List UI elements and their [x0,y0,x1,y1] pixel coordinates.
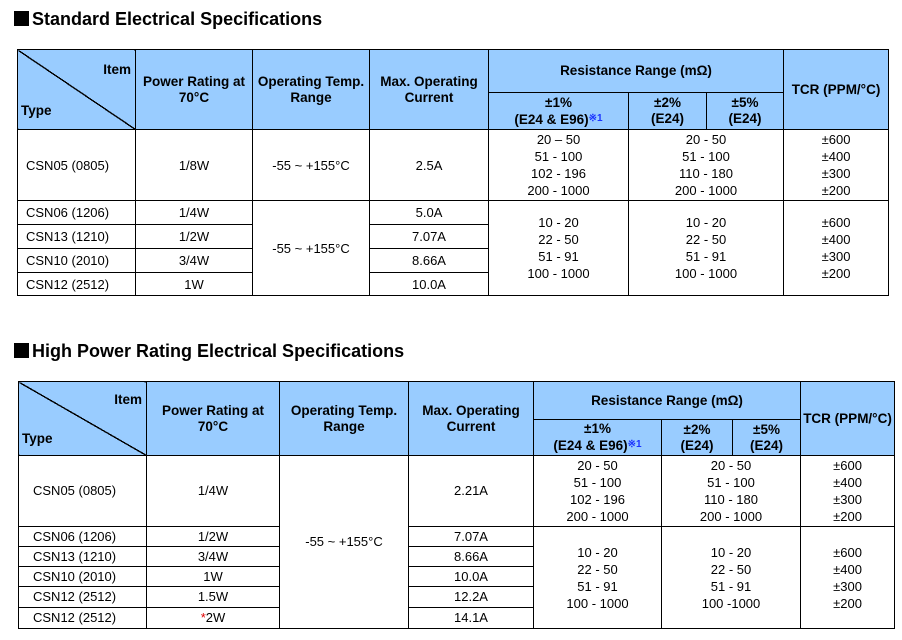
type-cell: CSN05 (0805) [19,456,147,527]
tcr-cell: ±600 ±400 ±300 ±200 [784,130,889,201]
resistance-range-header: Resistance Range (mΩ) [489,50,784,93]
tolerance-2pct-header: ±2% (E24) [662,420,733,456]
current-cell: 14.1A [409,608,534,629]
type-cell: CSN10 (2010) [19,567,147,587]
resistance-1pct-cell: 10 - 20 22 - 50 51 - 91 100 - 1000 [534,527,662,629]
power-cell: 1W [136,273,253,296]
power-cell: 1/2W [136,225,253,249]
current-cell: 8.66A [370,249,489,273]
current-cell: 5.0A [370,201,489,225]
high-power-spec-table [18,381,895,629]
section1-title: Standard Electrical Specifications [14,9,322,30]
type-cell: CSN12 (2512) [19,608,147,629]
tolerance-5pct-header: ±5% (E24) [733,420,801,456]
temp-cell: -55 ~ +155°C [253,201,370,296]
table-row [19,527,895,547]
square-bullet-icon [14,343,29,358]
type-cell: CSN10 (2010) [18,249,136,273]
current-cell: 2.21A [409,456,534,527]
current-cell: 10.0A [370,273,489,296]
standard-spec-table [17,49,889,296]
resistance-2-5pct-cell: 10 - 20 22 - 50 51 - 91 100 - 1000 [629,201,784,296]
tcr-cell: ±600 ±400 ±300 ±200 [784,201,889,296]
tcr-header: TCR (PPM/°C) [801,382,895,456]
table-row [18,130,889,201]
tolerance-2pct-header: ±2% (E24) [629,93,707,130]
temp-cell: -55 ~ +155°C [280,456,409,629]
current-cell: 12.2A [409,587,534,608]
note-mark: ※1 [627,439,642,450]
current-cell: 10.0A [409,567,534,587]
item-type-header: Item Type [19,382,147,456]
resistance-2-5pct-cell: 10 - 20 22 - 50 51 - 91 100 -1000 [662,527,801,629]
power-rating-header: Power Rating at 70°C [147,382,280,456]
current-cell: 8.66A [409,547,534,567]
table-row [18,201,889,225]
tolerance-5pct-header: ±5% (E24) [707,93,784,130]
resistance-1pct-cell: 20 - 50 51 - 100 102 - 196 200 - 1000 [534,456,662,527]
item-type-header: Item Type [18,50,136,130]
operating-temp-header: Operating Temp. Range [253,50,370,130]
type-cell: CSN12 (2512) [18,273,136,296]
resistance-1pct-cell: 20 – 50 51 - 100 102 - 196 200 - 1000 [489,130,629,201]
power-cell: 1W [147,567,280,587]
square-bullet-icon [14,11,29,26]
tcr-cell: ±600 ±400 ±300 ±200 [801,456,895,527]
power-note-mark: * [200,610,206,625]
resistance-1pct-cell: 10 - 20 22 - 50 51 - 91 100 - 1000 [489,201,629,296]
type-cell: CSN13 (1210) [19,547,147,567]
note-mark: ※1 [588,112,603,124]
current-cell: 7.07A [370,225,489,249]
operating-temp-header: Operating Temp. Range [280,382,409,456]
power-cell: 1/4W [147,456,280,527]
table-row [19,456,895,527]
tcr-header: TCR (PPM/°C) [784,50,889,130]
current-cell: 2.5A [370,130,489,201]
type-cell: CSN05 (0805) [18,130,136,201]
resistance-range-header: Resistance Range (mΩ) [534,382,801,420]
type-cell: CSN06 (1206) [18,201,136,225]
max-current-header: Max. Operating Current [370,50,489,130]
temp-cell: -55 ~ +155°C [253,130,370,201]
power-cell: 1.5W [147,587,280,608]
power-cell: *2W [147,608,280,629]
tcr-cell: ±600 ±400 ±300 ±200 [801,527,895,629]
resistance-2-5pct-cell: 20 - 50 51 - 100 110 - 180 200 - 1000 [629,130,784,201]
power-cell: 3/4W [136,249,253,273]
power-cell: 1/8W [136,130,253,201]
tolerance-1pct-header: ±1% (E24 & E96)$^{※1}$ [534,420,662,456]
section2-title: High Power Rating Electrical Specifications [14,341,404,362]
type-cell: CSN13 (1210) [18,225,136,249]
power-rating-header: Power Rating at 70°C [136,50,253,130]
power-cell: 1/4W [136,201,253,225]
tolerance-1pct-header: ±1% (E24 & E96)$^{※1}$ [489,93,629,130]
current-cell: 7.07A [409,527,534,547]
resistance-2-5pct-cell: 20 - 50 51 - 100 110 - 180 200 - 1000 [662,456,801,527]
power-cell: 3/4W [147,547,280,567]
max-current-header: Max. Operating Current [409,382,534,456]
power-cell: 1/2W [147,527,280,547]
type-cell: CSN12 (2512) [19,587,147,608]
type-cell: CSN06 (1206) [19,527,147,547]
